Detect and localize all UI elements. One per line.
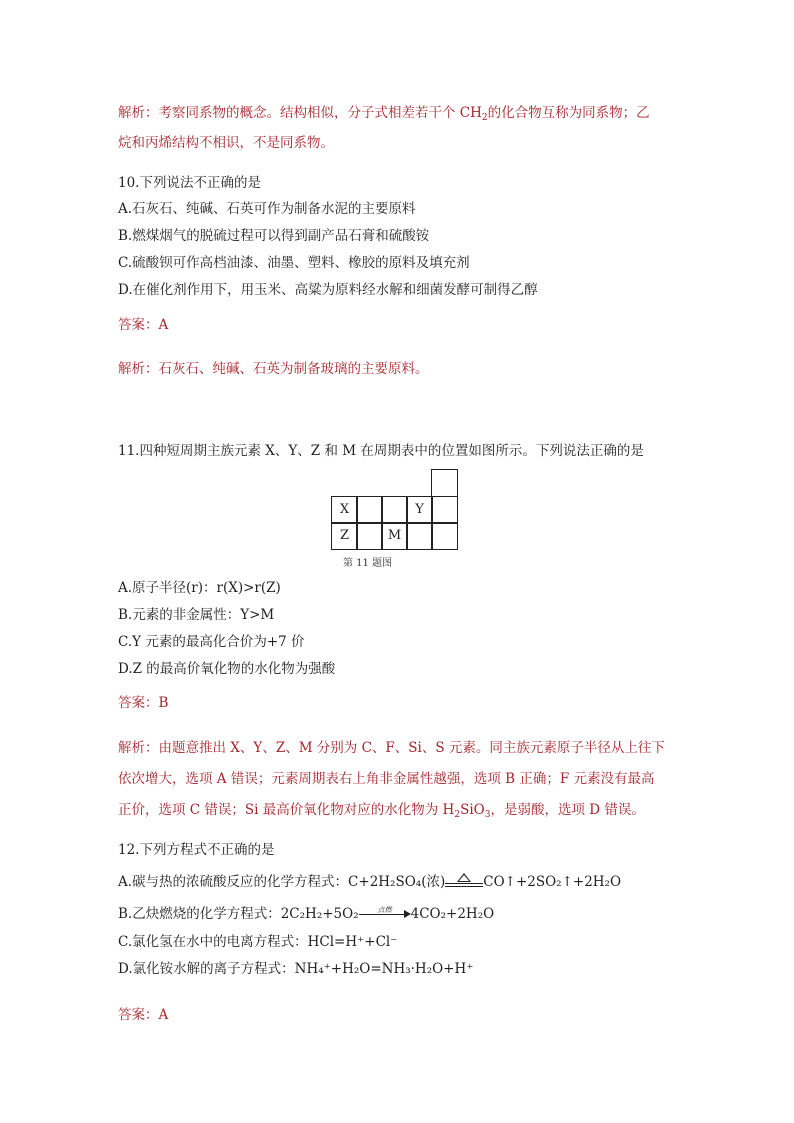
q11-question: 11.四种短周期主族元素 X、Y、Z 和 M 在周期表中的位置如图所示。下列说法正确的是: [118, 443, 644, 459]
q11-analysis-sub-a: 2: [454, 810, 461, 820]
q10-answer: 答案：A: [118, 317, 169, 333]
cell-z: Z: [331, 522, 358, 550]
q12-answer: 答案：A: [118, 1007, 169, 1023]
q11-option-b: B.元素的非金属性：Y>M: [118, 607, 275, 623]
cell-x: X: [331, 496, 358, 524]
q12-option-b-products: 4CO₂+2H₂O: [410, 906, 495, 922]
q11-analysis-text-a: 正价，选项 C 错误；Si 最高价氧化物对应的水化物为 H: [118, 802, 455, 818]
cell-empty: [356, 522, 383, 550]
q11-option-c: C.Y 元素的最高化合价为+7 价: [118, 634, 305, 650]
cell-empty-top: [431, 469, 458, 497]
cell-empty: [431, 496, 458, 524]
q9-analysis-line1: [118, 103, 650, 123]
q11-analysis-text-b: SiO: [460, 802, 485, 818]
q12-option-b-label: B.乙炔燃烧的化学方程式：: [118, 906, 281, 922]
reaction-condition-label: 点燃: [377, 906, 392, 914]
q10-option-d: D.在催化剂作用下，用玉米、高粱为原料经水解和细菌发酵可制得乙醇: [118, 282, 538, 298]
q11-option-a: A.原子半径(r)：r(X)>r(Z): [118, 580, 281, 596]
q12-option-a-label: A.碳与热的浓硫酸反应的化学方程式：: [118, 874, 349, 890]
q9-analysis-text-b: 的化合物互称为同系物；乙: [487, 105, 650, 121]
q10-option-a: A.石灰石、纯碱、石英可作为制备水泥的主要原料: [118, 201, 416, 217]
q10-option-b: B.燃煤烟气的脱硫过程可以得到副产品石膏和硫酸铵: [118, 228, 430, 244]
reaction-arrow-icon: [359, 906, 411, 920]
q12-option-c: C.氯化氢在水中的电离方程式：HCl=H⁺+Cl⁻: [118, 934, 398, 950]
q11-analysis-line1: 解析：由题意推出 X、Y、Z、M 分别为 C、F、Si、S 元素。同主族元素原子半径从上往下: [118, 740, 665, 756]
q11-answer: 答案：B: [118, 695, 169, 711]
heat-condition-icon: [445, 873, 483, 889]
cell-y: Y: [406, 496, 433, 524]
cell-m: M: [381, 522, 408, 550]
q12-question: 12.下列方程式不正确的是: [118, 842, 275, 858]
q12-option-a-reactants: C+2H₂SO₄(浓): [348, 874, 446, 890]
q11-periodic-table-figure: [331, 469, 459, 550]
cell-empty: [381, 496, 408, 524]
q10-analysis: 解析：石灰石、纯碱、石英为制备玻璃的主要原料。: [118, 361, 429, 377]
cell-empty: [356, 496, 383, 524]
q11-analysis-sub-b: 3: [484, 810, 491, 820]
q9-analysis-subscript: 2: [481, 113, 488, 123]
q12-option-d: D.氯化铵水解的离子方程式：NH₄⁺+H₂O=NH₃·H₂O+H⁺: [118, 961, 474, 977]
q12-option-a-products: CO↑+2SO₂↑+2H₂O: [483, 874, 622, 890]
q10-question: 10.下列说法不正确的是: [118, 175, 261, 191]
q11-option-d: D.Z 的最高价氧化物的水化物为强酸: [118, 661, 336, 677]
q12-option-b: [118, 904, 494, 924]
q11-analysis-text-c: ，是弱酸，选项 D 错误。: [490, 802, 645, 818]
q9-analysis-text-a: 解析：考察同系物的概念。结构相似，分子式相差若干个 CH: [118, 105, 482, 121]
q12-option-b-reactants: 2C₂H₂+5O₂: [280, 906, 359, 922]
q12-option-a: [118, 872, 621, 892]
q10-option-c: C.硫酸钡可作高档油漆、油墨、塑料、橡胶的原料及填充剂: [118, 255, 470, 271]
q11-analysis-line3: [118, 800, 645, 820]
cell-empty: [431, 522, 458, 550]
q11-analysis-line2: 依次增大，选项 A 错误；元素周期表右上角非金属性越强，选项 B 正确；F 元素没有最高: [118, 771, 655, 787]
q11-figure-caption: 第 11 题图: [343, 558, 393, 569]
q9-analysis-line2: 烷和丙烯结构不相识，不是同系物。: [118, 135, 334, 151]
cell-empty: [406, 522, 433, 550]
